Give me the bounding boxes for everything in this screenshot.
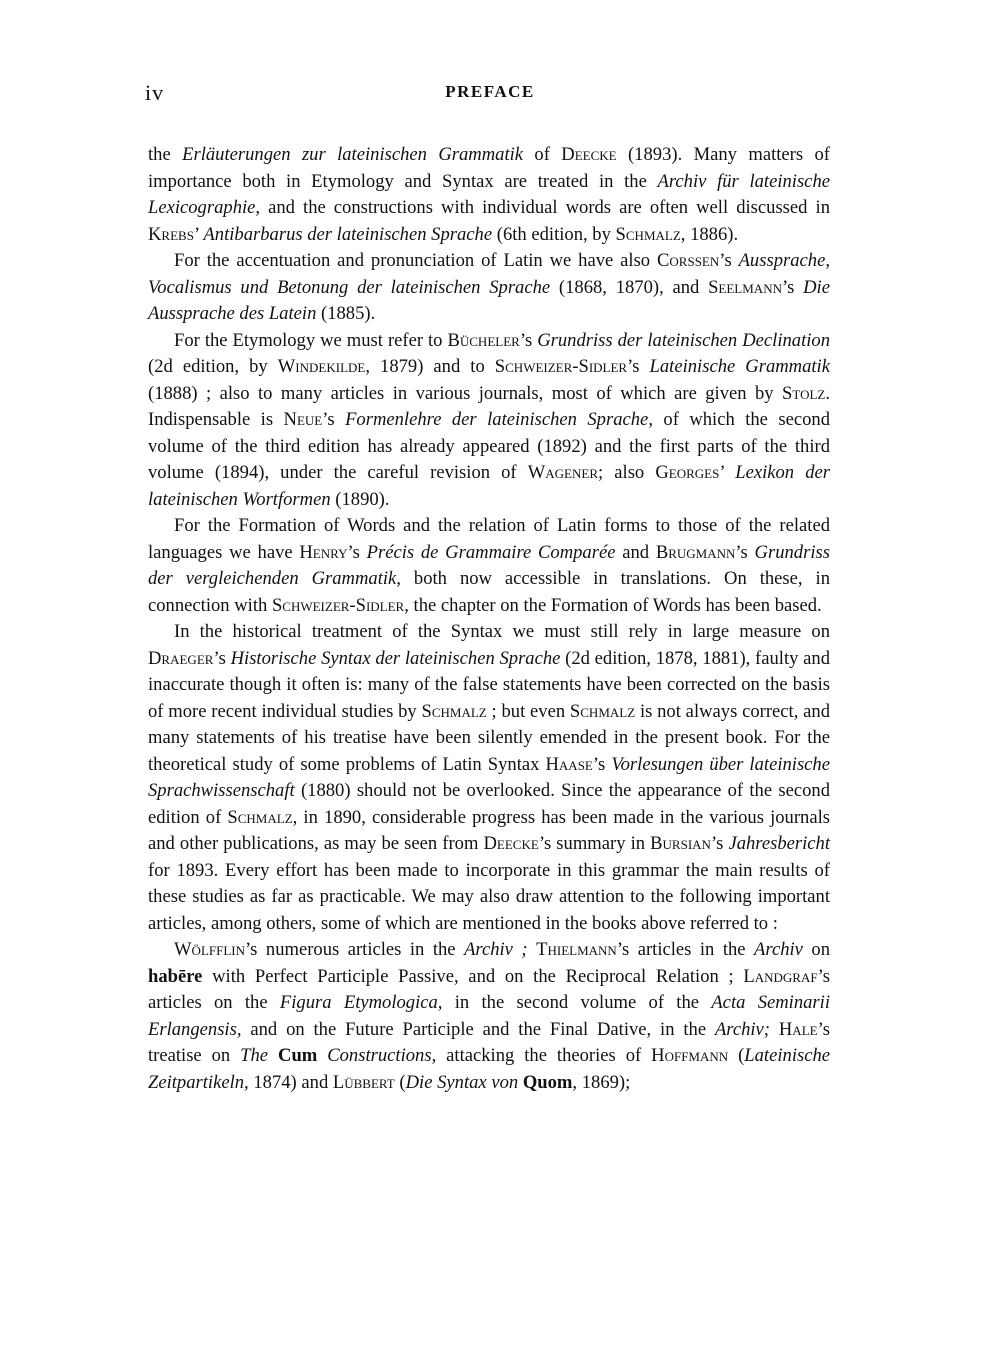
text-run: ; but even (486, 700, 570, 722)
text-run: ’s (213, 647, 231, 669)
paragraph (148, 328, 830, 514)
author-name: Draeger (148, 647, 214, 669)
author-name: Neue (283, 409, 323, 430)
author-name: Thielmann (536, 939, 617, 960)
text-run: (2d edition, 1878, 1881), faulty and inaccurate though it often is: many of the false statements have been corrected on the basis of more recent individual studies by (148, 647, 830, 722)
author-name: Bücheler (447, 329, 520, 351)
text-run: Quom (522, 1071, 573, 1093)
italic-title: Lateinische Grammatik (649, 356, 830, 377)
paragraph (148, 142, 830, 248)
italic-title: Vorlesungen über lateinische Sprachwissenschaft (148, 753, 830, 801)
text-run: ’s summary in (538, 833, 651, 854)
italic-title: Grundriss der lateinischen Declination (537, 329, 830, 351)
author-name: Krebs (148, 223, 194, 245)
paragraph (148, 937, 830, 1096)
text-run: Cum (278, 1045, 318, 1066)
paragraph (148, 513, 830, 619)
author-name: Hoffmann (651, 1045, 729, 1066)
author-name: Hale (778, 1018, 818, 1040)
italic-title: The (240, 1045, 269, 1066)
text-run: and (615, 541, 656, 563)
italic-title: Aussprache, Vocalismus und Betonung der lateinischen Sprache (148, 250, 830, 298)
author-name: Wölfflin (174, 939, 245, 960)
text-run: ’s (627, 356, 650, 377)
author-name: Schmalz (615, 223, 681, 245)
text-run: , 1879) and to (365, 356, 495, 377)
italic-title: Die Syntax von (405, 1071, 519, 1093)
italic-title: Archiv (754, 939, 803, 960)
text-run: (6th edition, by (492, 223, 616, 245)
text-run: 1874) and (248, 1071, 333, 1093)
text-run: For the Formation of Words and the relation of Latin forms to those of the related languages we have (148, 515, 830, 563)
text-run: ’s (347, 541, 367, 563)
text-run: of which the second volume of the third edition has already appeared (1892) and the first parts of the third volume (1894), under the careful revision of (148, 409, 830, 483)
author-name: Bursian (650, 833, 711, 854)
author-name: Schmalz (227, 806, 293, 828)
body-text (148, 142, 830, 1096)
text-run: is not always correct, and many statements of his treatise have been silently emended in the present book. For the theoretical study of some problems of Latin Syntax (148, 700, 830, 775)
text-run: with Perfect Participle Passive, and on the Reciprocal Relation ; (202, 965, 744, 987)
page-header (145, 80, 835, 104)
italic-title: Constructions, (327, 1045, 437, 1066)
italic-title: Figura Etymologica, (279, 992, 443, 1013)
italic-title: Acta Seminarii Erlangensis, (148, 992, 831, 1040)
text-run: (2d edition, by (148, 356, 278, 377)
text-run (528, 939, 537, 960)
italic-title: Antibarbarus der lateinischen Sprache (203, 223, 493, 245)
italic-title: Formenlehre der lateinischen Sprache, (345, 409, 653, 430)
author-name: Schmalz (569, 700, 636, 722)
italic-title: Archiv für lateinische Lexicographie, (148, 170, 830, 218)
text-run: . Indispensable is (148, 382, 830, 430)
author-name: Deecke (483, 833, 539, 854)
italic-title: Archiv ; (464, 939, 528, 960)
author-name: Georges (655, 462, 720, 483)
author-name: Lübbert (332, 1071, 395, 1093)
text-run: For the Etymology we must refer to (174, 329, 448, 351)
author-name: Haase (545, 753, 593, 775)
text-run: ’s (322, 409, 346, 430)
text-run: and the constructions with individual words are often well discussed in (260, 197, 830, 218)
text-run: ’s articles in the (616, 939, 755, 960)
italic-title: Lexikon der lateinischen Wortformen (148, 462, 830, 510)
paragraph (148, 619, 830, 937)
paragraph (148, 248, 830, 328)
text-run: (1880) should not be overlooked. Since the appearance of the second edition of (148, 780, 830, 828)
text-run: ’s (592, 753, 612, 775)
text-run: of (523, 144, 562, 165)
running-title: PREFACE (445, 82, 535, 101)
text-run: the (148, 144, 183, 165)
author-name: Corssen (657, 250, 720, 271)
text-run: ’s numerous articles in the (245, 939, 465, 960)
author-name: Deecke (561, 144, 617, 165)
text-run: In the historical treatment of the Syntax we must still rely in large measure on (174, 621, 830, 642)
text-run: attacking the theories of (436, 1045, 652, 1066)
text-run: ’s articles on the (148, 965, 830, 1013)
text-run (770, 1019, 779, 1040)
author-name: Brugmann (655, 541, 736, 563)
text-run: ’s treatise on (148, 1018, 830, 1066)
author-name: Wagener (527, 462, 599, 483)
text-run: both now accessible in translations. On these, in connection with (148, 568, 830, 616)
text-run: ’s (735, 541, 755, 563)
author-name: Seelmann (708, 276, 782, 298)
text-run: ; also (598, 462, 656, 483)
text-run (317, 1045, 327, 1066)
text-run: ’ (719, 462, 736, 483)
italic-title: Jahresbericht (728, 833, 830, 854)
text-run: ’ (193, 223, 204, 245)
italic-title: Erläuterungen zur lateinischen Grammatik (182, 144, 524, 165)
text-run: (1868, 1870), and (550, 276, 709, 298)
text-run: in the second volume of the (442, 992, 712, 1013)
author-name: Schweizer-Sidler (271, 594, 405, 616)
author-name: Henry (299, 541, 348, 563)
italic-title: Archiv; (714, 1018, 771, 1040)
text-run: For the accentuation and pronunciation of Latin we have also (174, 250, 658, 271)
text-run: ’s (710, 833, 729, 854)
author-name: Windekilde (277, 356, 366, 377)
text-run: (1888) ; also to many articles in various journals, most of which are given by (148, 382, 783, 404)
text-run: , 1886). (680, 223, 739, 245)
author-name: Schweizer-Sidler (494, 356, 628, 377)
text-run: (1885). (316, 303, 376, 324)
author-name: Schmalz (421, 700, 487, 722)
italic-title: Die Aussprache des Latein (148, 276, 830, 324)
author-name: Landgraf (743, 965, 818, 987)
text-run: ’s (719, 250, 739, 271)
text-run (268, 1045, 278, 1066)
italic-title: Précis de Grammaire Comparée (366, 541, 616, 563)
text-run: on (802, 939, 831, 960)
text-run: , in 1890, considerable progress has been made in the various journals and other publications, as may be seen from (148, 806, 830, 854)
text-run: ( (394, 1071, 406, 1093)
italic-title: Historische Syntax der lateinischen Sprache (230, 647, 561, 669)
italic-title: Lateinische Zeitpartikeln, (148, 1045, 831, 1093)
text-run: and on the Future Participle and the Final Dative, in the (241, 1018, 715, 1040)
text-run: habēre (148, 965, 203, 987)
text-run: , the chapter on the Formation of Words has been based. (404, 594, 822, 616)
text-run: (1890). (330, 488, 390, 510)
page-number: iv (145, 80, 165, 105)
text-run: ( (728, 1045, 745, 1066)
author-name: Stolz (782, 382, 826, 404)
text-run: ’s (519, 329, 538, 351)
text-run: (1893). Many matters of importance both in Etymology and Syntax are treated in the (148, 144, 830, 192)
italic-title: Grundriss der vergleichenden Grammatik, (148, 541, 830, 589)
text-run: for 1893. Every effort has been made to incorporate in this grammar the main results of these studies as far as practicable. We may also draw attention to the following important articles, among others, some of which are mentioned in the books above referred to : (148, 859, 830, 934)
text-run: ’s (781, 276, 804, 298)
text-run: , 1869); (572, 1071, 631, 1093)
